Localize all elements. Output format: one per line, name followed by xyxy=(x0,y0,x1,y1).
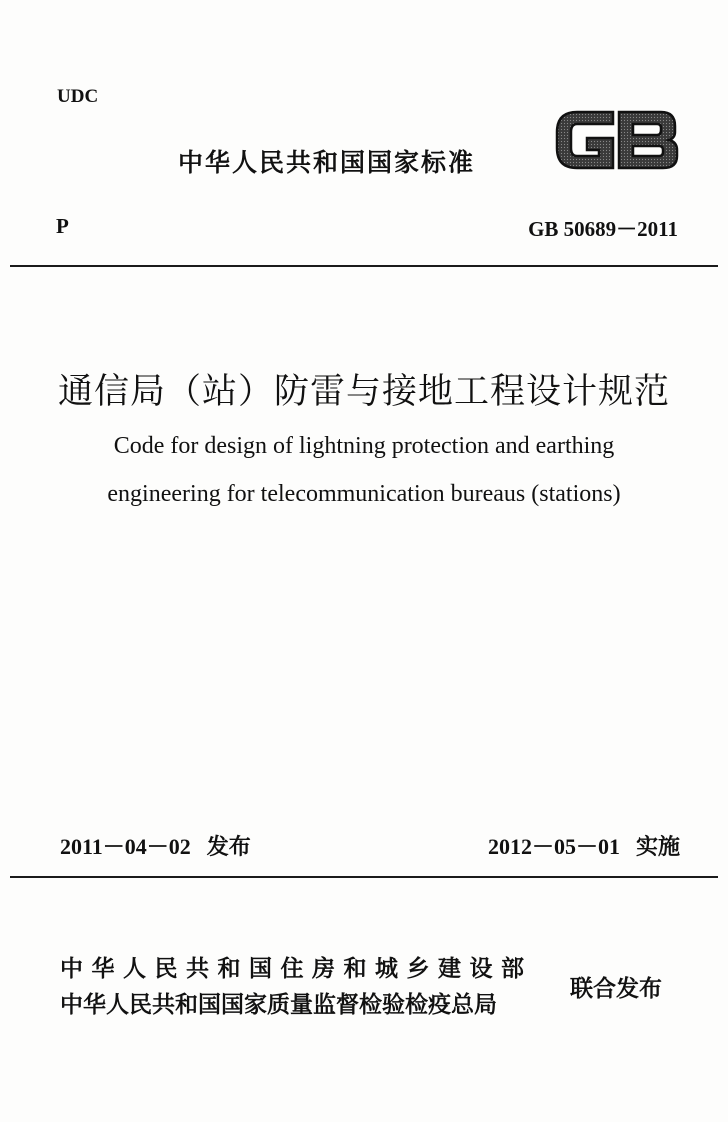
english-title-line-1: Code for design of lightning protection and earthing xyxy=(113,433,615,459)
effective-date: 2012－05－01 xyxy=(487,834,620,859)
english-title-line-2: engineering for telecommunication bureaus (stations) xyxy=(107,481,621,507)
issue-date: 2011－04－02 xyxy=(60,834,191,859)
effective-label: 实施 xyxy=(635,835,680,860)
issue-date-block xyxy=(60,830,251,861)
udc-label: UDC xyxy=(57,86,99,107)
issuer-ministry: 中华人民共和国住房和城乡建设部 xyxy=(60,956,533,982)
gb-logo xyxy=(551,104,681,176)
issue-label: 发布 xyxy=(206,835,251,860)
issuer-aqsiq: 中华人民共和国国家质量监督检验检疫总局 xyxy=(60,992,497,1018)
chinese-title: 通信局（站）防雷与接地工程设计规范 xyxy=(57,372,670,412)
national-standard-heading: 中华人民共和国国家标准 xyxy=(178,148,476,177)
standard-code: GB 50689－2011 xyxy=(528,217,678,241)
joint-issue-label: 联合发布 xyxy=(570,976,662,1002)
category-letter: P xyxy=(56,214,69,238)
top-divider xyxy=(10,265,718,267)
effective-date-block xyxy=(488,830,680,861)
bottom-divider xyxy=(10,876,718,878)
